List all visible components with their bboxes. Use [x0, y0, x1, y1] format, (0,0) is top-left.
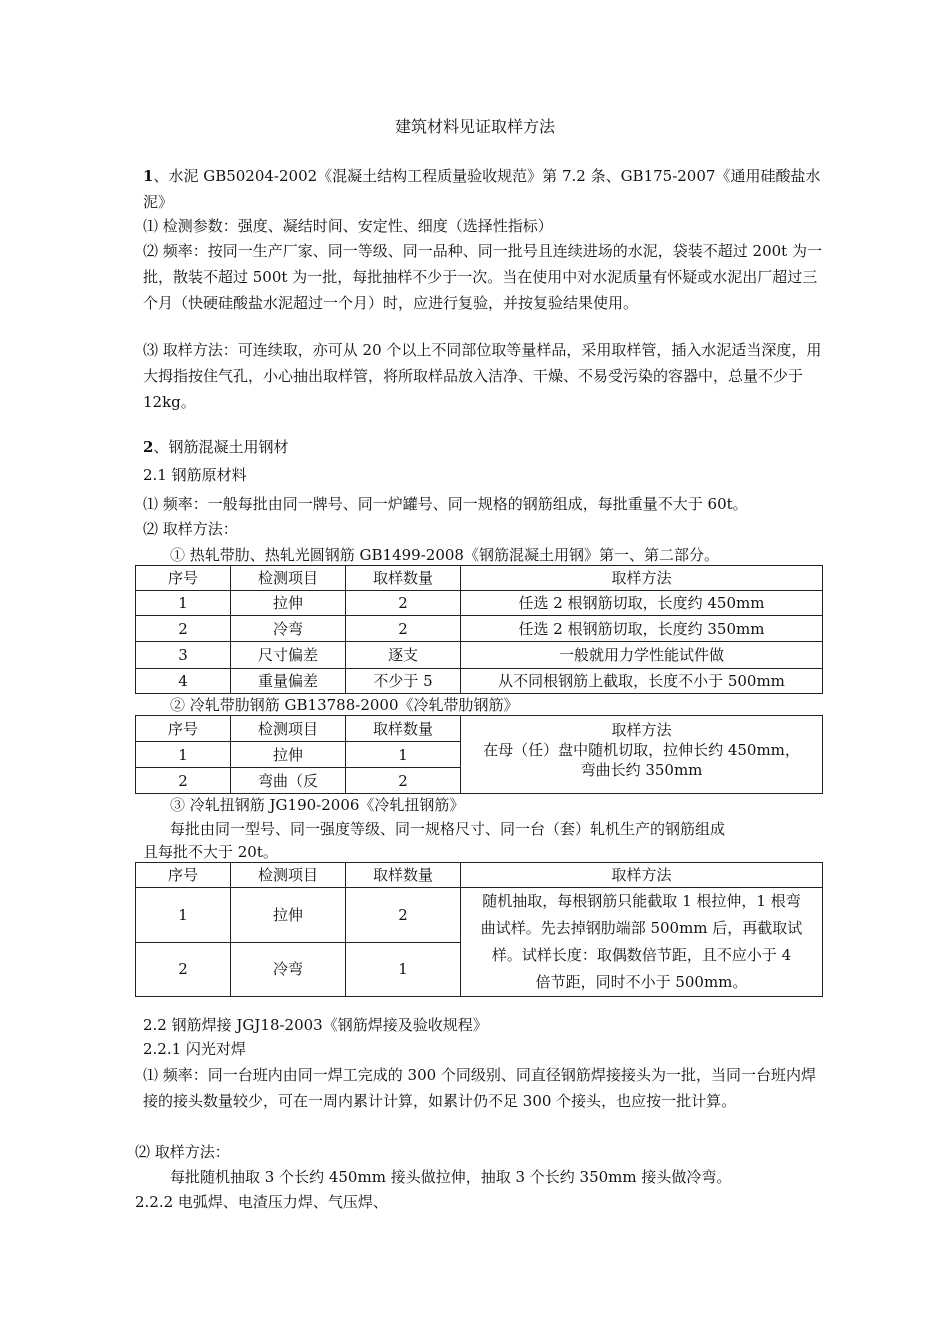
table-row [136, 591, 823, 616]
rebar-item-3: ③ 冷轧扭钢筋 JG190-2006《冷轧扭钢筋》 [170, 796, 465, 814]
flash-butt-method-label: ⑵ 取样方法： [135, 1143, 230, 1161]
table-cell: 拉伸 [231, 742, 346, 768]
method-line-1: 在母（任）盘中随机切取，拉伸长约 450mm， [483, 741, 800, 759]
table-row [136, 616, 823, 642]
table-row [136, 888, 823, 943]
subsection-2-2-2: 2.2.2 电弧焊、电渣压力焊、气压焊、 [135, 1193, 388, 1211]
section-2-heading-text: 、钢筋混凝土用钢材 [153, 438, 289, 456]
table-cell: 一般就用力学性能试件做 [461, 642, 823, 669]
table-cell: 冷弯 [231, 942, 346, 997]
cold-rolled-ribbed-table [135, 715, 823, 794]
table-cell: 任选 2 根钢筋切取，长度约 450mm [461, 591, 823, 616]
table-header-row [136, 863, 823, 888]
table-cell: 1 [136, 888, 231, 943]
table-cell: 2 [346, 768, 461, 794]
rebar-method-label: ⑵ 取样方法： [143, 520, 238, 538]
table-cell: 2 [136, 768, 231, 794]
table-cell [461, 888, 823, 997]
cold-twisted-table [135, 862, 823, 997]
table-cell: 1 [136, 591, 231, 616]
table-cell: 2 [136, 616, 231, 642]
table-cell: 尺寸偏差 [231, 642, 346, 669]
table-cell: 冷弯 [231, 616, 346, 642]
table-header-cell [461, 716, 823, 794]
method-line-2: 弯曲长约 350mm [580, 761, 703, 779]
table-cell: 拉伸 [231, 888, 346, 943]
table-header-cell: 取样方法 [461, 863, 823, 888]
section-2-heading [143, 438, 288, 456]
table-cell: 1 [346, 742, 461, 768]
table-header-cell: 取样方法 [461, 566, 823, 591]
cement-frequency: ⑵ 频率：按同一生产厂家、同一等级、同一品种、同一批号且连续进场的水泥，袋装不超过 200t 为一批，散装不超过 500t 为一批，每批抽样不少于一次。当在使用中对水泥质量有怀疑或水泥出厂超过三个月（快硬硅酸盐水泥超过一个月）时，应进行复验，并按复验结果使用。 [143, 242, 822, 312]
table-header-row [136, 716, 823, 742]
table-header-cell: 检测项目 [231, 863, 346, 888]
table-row [136, 642, 823, 669]
rebar-item-2: ② 冷轧带肋钢筋 GB13788-2000《冷轧带肋钢筋》 [170, 696, 519, 714]
table-cell: 从不同根钢筋上截取，长度不小于 500mm [461, 669, 823, 694]
section-1-number: 1 [143, 167, 154, 185]
subsection-2-1: 2.1 钢筋原材料 [143, 466, 247, 484]
method-line: 曲试样。先去掉钢肋端部 500mm 后，再截取试 [480, 919, 803, 937]
rebar-item-3-desc: 每批由同一型号、同一强度等级、同一规格尺寸、同一台（套）轧机生产的钢筋组成 [170, 820, 726, 838]
document-title: 建筑材料见证取样方法 [394, 117, 555, 136]
table-cell: 弯曲（反 [231, 768, 346, 794]
cement-sampling-method: ⑶ 取样方法：可连续取，亦可从 20 个以上不同部位取等量样品，采用取样管，插入水泥适当深度，用大拇指按住气孔，小心抽出取样管，将所取样品放入洁净、干燥、不易受污染的容器中，总量不少于 12kg。 [143, 341, 822, 411]
method-line: 随机抽取，每根钢筋只能截取 1 根拉伸，1 根弯 [482, 892, 801, 910]
table-header-cell: 取样数量 [346, 716, 461, 742]
table-row [136, 669, 823, 694]
table-header-cell: 序号 [136, 716, 231, 742]
table-cell: 逐支 [346, 642, 461, 669]
hot-rolled-rebar-table [135, 565, 823, 694]
method-header: 取样方法 [611, 721, 672, 739]
method-line: 样。试样长度：取偶数倍节距，且不应小于 4 [491, 946, 792, 964]
table-header-cell: 检测项目 [231, 716, 346, 742]
table-header-cell: 取样数量 [346, 863, 461, 888]
table-header-cell: 取样数量 [346, 566, 461, 591]
table-header-cell: 检测项目 [231, 566, 346, 591]
section-1-heading [143, 163, 823, 215]
table-cell: 不少于 5 [346, 669, 461, 694]
subsection-2-2-1: 2.2.1 闪光对焊 [143, 1040, 246, 1058]
table-cell: 2 [346, 616, 461, 642]
table-header-row [136, 566, 823, 591]
flash-butt-frequency: ⑴ 频率：同一台班内由同一焊工完成的 300 个同级别、同直径钢筋焊接接头为一批，当同一台班内焊接的接头数量较少，可在一周内累计计算，如累计仍不足 300 个接头，也应按一批计算。 [143, 1066, 816, 1110]
table-cell: 1 [136, 742, 231, 768]
table-cell: 重量偏差 [231, 669, 346, 694]
table-header-cell: 序号 [136, 863, 231, 888]
table-cell: 1 [346, 942, 461, 997]
table-cell: 2 [346, 591, 461, 616]
table-cell: 2 [136, 942, 231, 997]
table-cell: 任选 2 根钢筋切取，长度约 350mm [461, 616, 823, 642]
method-line: 倍节距，同时不小于 500mm。 [535, 973, 748, 991]
section-2-number: 2 [143, 438, 154, 456]
table-header-cell: 序号 [136, 566, 231, 591]
rebar-item-3-desc-cont: 且每批不大于 20t。 [143, 843, 278, 861]
table-cell: 2 [346, 888, 461, 943]
rebar-item-1: ① 热轧带肋、热轧光圆钢筋 GB1499-2008《钢筋混凝土用钢》第一、第二部分。 [170, 546, 719, 564]
table-cell: 3 [136, 642, 231, 669]
cement-parameters: ⑴ 检测参数：强度、凝结时间、安定性、细度（选择性指标） [143, 217, 553, 235]
table-cell: 拉伸 [231, 591, 346, 616]
subsection-2-2: 2.2 钢筋焊接 JGJ18-2003《钢筋焊接及验收规程》 [143, 1016, 488, 1034]
table-cell: 4 [136, 669, 231, 694]
section-1-heading-text: 、水泥 GB50204-2002《混凝土结构工程质量验收规范》第 7.2 条、GB175-2007《通用硅酸盐水泥》 [143, 167, 821, 211]
rebar-frequency: ⑴ 频率：一般每批由同一牌号、同一炉罐号、同一规格的钢筋组成，每批重量不大于 60t。 [143, 495, 748, 513]
flash-butt-method-desc: 每批随机抽取 3 个长约 450mm 接头做拉伸，抽取 3 个长约 350mm 接头做冷弯。 [170, 1168, 732, 1186]
